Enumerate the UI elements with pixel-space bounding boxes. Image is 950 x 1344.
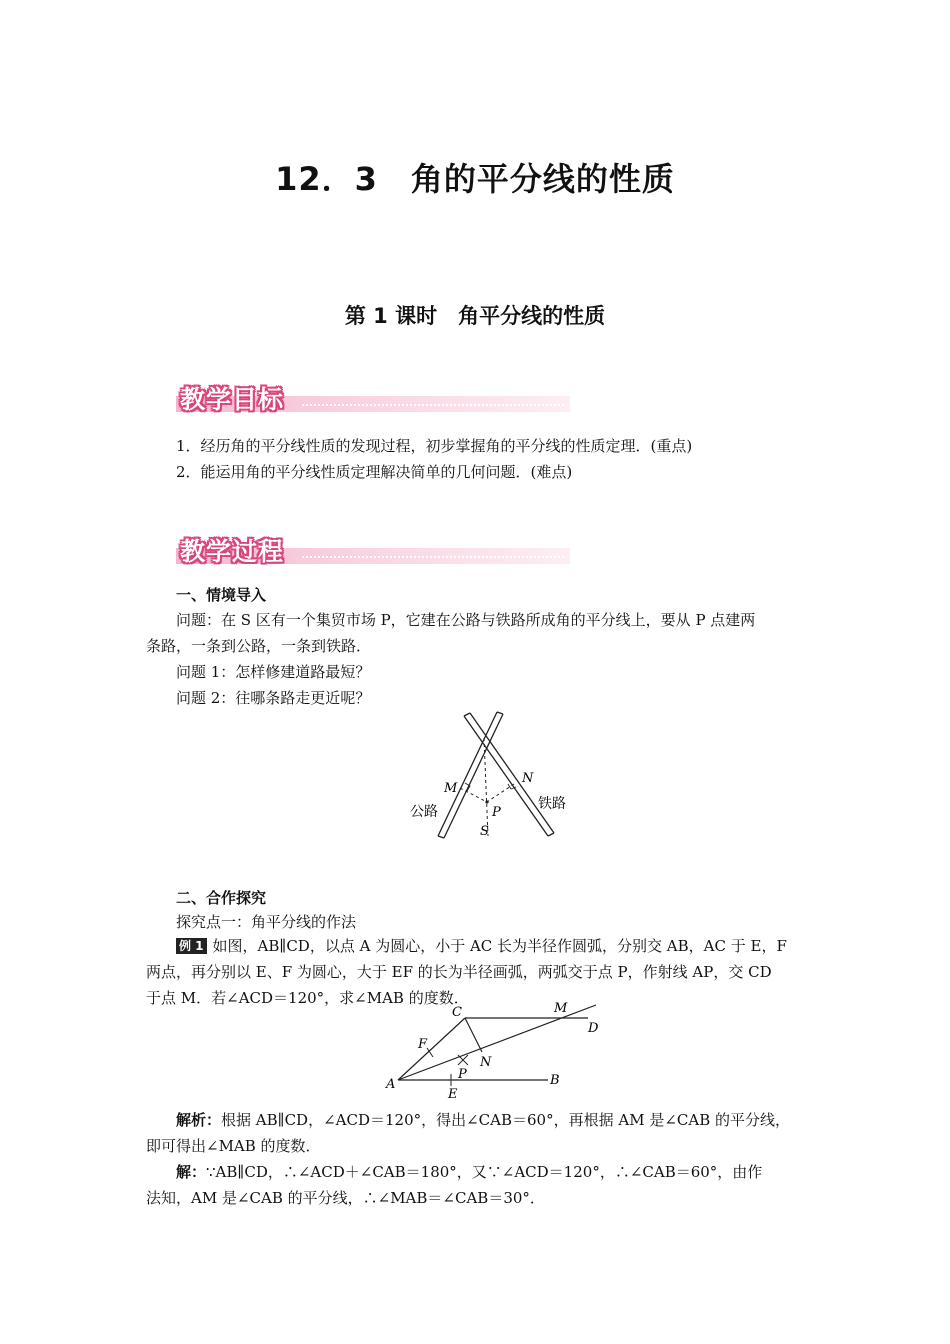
solution-line-2: 法知，AM 是∠CAB 的平分线，∴∠MAB＝∠CAB＝30°． <box>146 1189 545 1207</box>
rail-end <box>548 833 554 836</box>
objective-2: 2．能运用角的平分线性质定理解决简单的几何问题．(难点) <box>176 463 573 481</box>
bisector-dashed <box>484 738 488 836</box>
lesson-subtitle: 第 1 课时 角平分线的性质 <box>344 304 606 328</box>
explore-point-1: 探究点一：角平分线的作法 <box>176 913 357 931</box>
segment-cn <box>465 1018 482 1052</box>
banner-dots <box>302 556 564 558</box>
ray-am <box>398 1005 596 1080</box>
document-title: 12．3 角的平分线的性质 <box>275 160 675 198</box>
rail-end <box>464 713 470 716</box>
example-text: 如图，AB∥CD，以点 A 为圆心，小于 AC 长为半径作圆弧，分别交 AB，AC 于 E，F <box>212 937 787 955</box>
solution-line-1 <box>176 1160 762 1185</box>
label-f: F <box>418 1037 428 1052</box>
question-2: 问题 2：往哪条路走更近呢？ <box>176 689 371 707</box>
segment-ac <box>398 1018 465 1080</box>
question-1: 问题 1：怎样修建道路最短？ <box>176 663 371 681</box>
rail-edge <box>464 716 548 836</box>
analysis-label: 解析： <box>176 1111 222 1129</box>
label-road: 公路 <box>410 804 438 820</box>
label-a: A <box>386 1077 396 1092</box>
example-line-2: 两点，再分别以 E、F 为圆心，大于 EF 的长为半径画弧，两弧交于点 P，作射线 AP，交 CD <box>146 963 772 981</box>
point-p <box>485 800 488 803</box>
label-s: S <box>480 824 489 839</box>
banner-dots <box>302 404 564 406</box>
rail-edge <box>470 713 554 833</box>
analysis-line-1 <box>176 1108 790 1133</box>
banner-teaching-process <box>176 532 570 568</box>
label-p: P <box>492 805 501 820</box>
label-rail: 铁路 <box>538 796 566 812</box>
road-railway-figure <box>400 708 580 844</box>
solution-text: ∵AB∥CD，∴∠ACD＋∠CAB＝180°，又∵∠ACD＝120°，∴∠CAB＝60°，由作 <box>206 1163 763 1181</box>
label-e: E <box>448 1087 458 1100</box>
label-m: M <box>554 1001 568 1016</box>
label-c: C <box>452 1005 462 1020</box>
label-b: B <box>550 1073 560 1088</box>
road-end <box>438 836 444 838</box>
problem-text-line-1: 问题：在 S 区有一个集贸市场 P，它建在公路与铁路所成角的平分线上，要从 P 点建两 <box>176 611 756 629</box>
objective-1: 1．经历角的平分线性质的发现过程，初步掌握角的平分线的性质定理．(重点) <box>176 437 693 455</box>
label-d: D <box>588 1021 599 1036</box>
solution-label: 解： <box>176 1163 207 1181</box>
angle-bisector-figure <box>378 1000 608 1100</box>
analysis-text: 根据 AB∥CD，∠ACD＝120°，得出∠CAB＝60°，再根据 AM 是∠CAB 的平分线， <box>221 1111 790 1129</box>
label-n: N <box>522 771 534 786</box>
section-heading-explore: 二、合作探究 <box>176 889 267 907</box>
label-m: M <box>444 781 458 796</box>
banner-label: 教学过程 <box>180 537 285 566</box>
example-line-3: 于点 M．若∠ACD＝120°，求∠MAB 的度数． <box>146 989 469 1007</box>
road-end <box>497 712 503 714</box>
example-tag: 例 1 <box>176 938 207 954</box>
label-n: N <box>480 1055 492 1070</box>
problem-text-line-2: 条路，一条到公路，一条到铁路． <box>146 637 372 655</box>
banner-label: 教学目标 <box>180 385 285 414</box>
example-line-1 <box>176 934 787 959</box>
analysis-line-2: 即可得出∠MAB 的度数． <box>146 1137 321 1155</box>
banner-teaching-objectives <box>176 380 570 416</box>
label-p: P <box>458 1067 467 1082</box>
road-edge <box>438 712 497 836</box>
section-heading-intro: 一、情境导入 <box>176 586 267 604</box>
